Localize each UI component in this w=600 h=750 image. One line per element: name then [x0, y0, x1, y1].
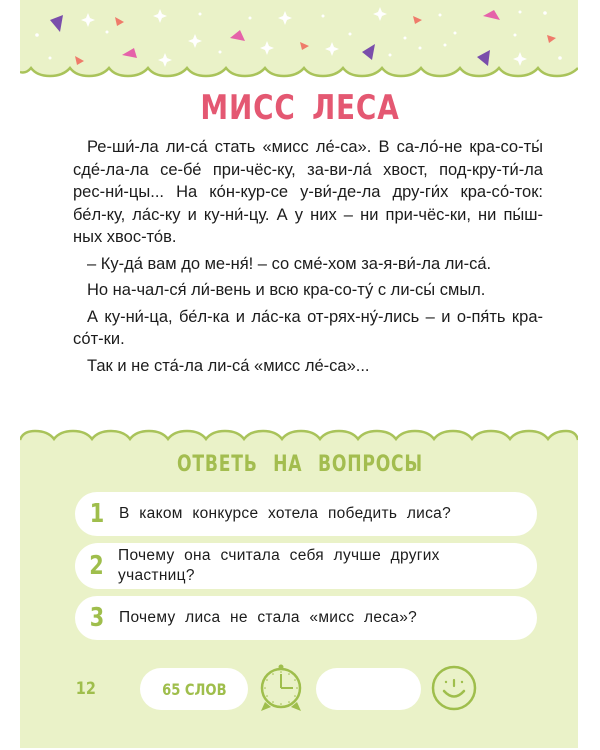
story-title	[54, 88, 546, 128]
reading-time-field[interactable]	[316, 668, 421, 710]
page-number: 12	[75, 679, 96, 699]
story-paragraph-4: А ку-ни́-ца, бе́л-ка и ла́с-ка от-рях-ну́-лись – и о-пя́ть кра-со́т-ки.	[73, 307, 543, 348]
word-count-label: 65 СЛОВ	[161, 679, 227, 699]
scallop-border-bottom	[20, 428, 578, 444]
heading-word-1: ОТВЕТЬ	[176, 452, 258, 477]
confetti-decoration	[0, 0, 600, 70]
heading-word-3: ВОПРОСЫ	[317, 452, 423, 477]
question-number: 2	[89, 551, 104, 581]
question-item-2	[75, 543, 537, 589]
question-number: 3	[89, 603, 105, 633]
triangle-icon	[122, 10, 500, 58]
question-number: 1	[89, 499, 105, 529]
question-item-1	[75, 492, 537, 536]
story-paragraph-5: Так и не ста́-ла ли-са́ «мисс ле́-са»...	[87, 356, 370, 375]
question-text: Почему она считала себя лучше других участниц?	[118, 547, 440, 584]
alarm-clock-icon	[256, 661, 306, 713]
question-item-3	[75, 596, 537, 640]
story-paragraph-2: – Ку-да́ вам до ме-ня́! – со сме́-хом за-я-ви́-ла ли-са́.	[87, 254, 492, 273]
story-text	[73, 136, 543, 377]
question-text: В каком конкурсе хотела победить лиса?	[119, 505, 452, 522]
smiley-face-icon	[430, 664, 478, 712]
word-count-badge	[140, 668, 248, 710]
triangle-icon	[50, 15, 490, 66]
question-text: Почему лиса не стала «мисс леса»?	[119, 609, 418, 626]
heading-word-2: НА	[273, 452, 303, 477]
title-word-1: МИСС	[200, 88, 296, 128]
story-paragraph-3: Но на-чал-ся́ ли́-вень и всю кра-со-ту́ с ли-сы́ смыл.	[87, 281, 486, 299]
story-paragraph-1: Ре-ши́-ла ли-са́ стать «мисс ле́-са». В са-ло́-не кра-со-ты́ сде́-ла-ла се-бе́ при-чёс-ку, за-ви-ла́ хвост, под-кру-ти́-ла рес-ни́-цы... На ко́н-кур-се у-ви́-де-ла дру-ги́х кра-со́-ток: бе́л-ку, ла́с-ку и ку-ни́-цу. А у них – ни при-чёс-ки, ни пы́ш-ных хвос-то́в.	[73, 138, 543, 246]
title-word-2: ЛЕСА	[312, 88, 400, 128]
questions-heading	[66, 452, 534, 477]
